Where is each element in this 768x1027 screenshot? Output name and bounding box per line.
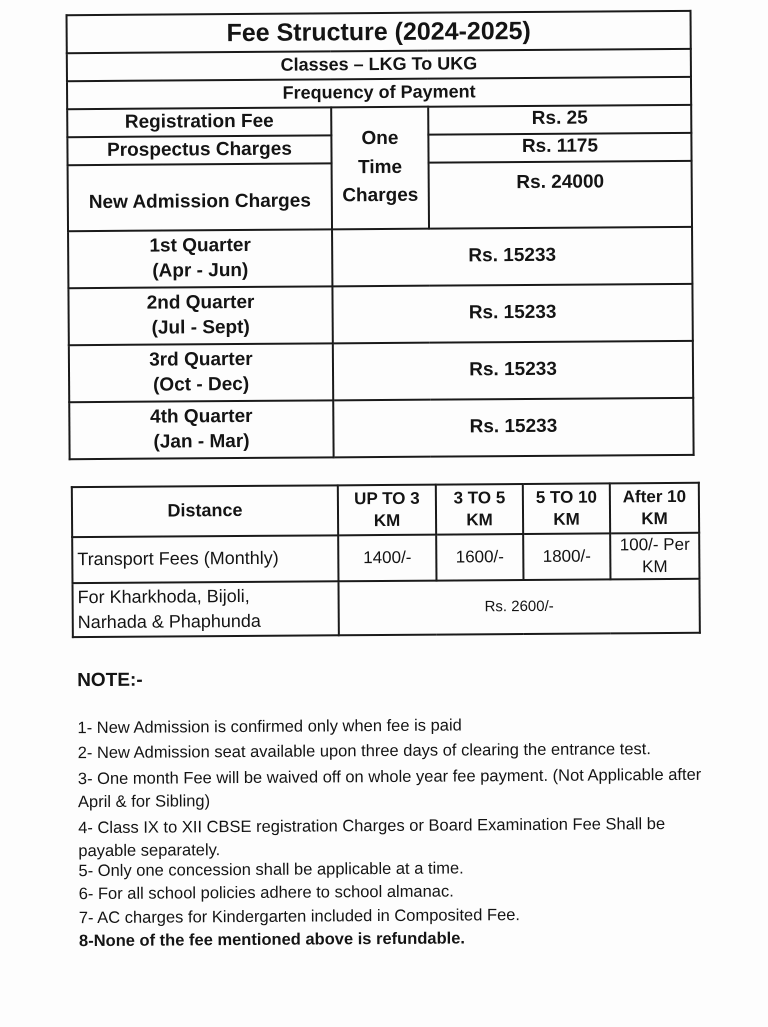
note-3: 3- One month Fee will be waived off on whole year fee payment. (Not Applicable after April & for Sibling) <box>77 765 702 812</box>
note-8: 8-None of the fee mentioned above is refundable. <box>78 929 466 951</box>
quarter-2-label <box>68 286 332 345</box>
notes-section <box>77 664 719 954</box>
quarter-4-period: (Jan - Mar) <box>153 430 250 453</box>
col-1-line-1: UP TO 3 <box>354 488 420 509</box>
villages-label <box>72 582 338 638</box>
fee-structure-title: Fee Structure (2024-2025) <box>67 11 691 53</box>
up-to-3-km-header <box>338 485 436 536</box>
3-to-5-km-header <box>436 484 523 535</box>
registration-fee-label: Registration Fee <box>67 107 331 137</box>
fee-up-to-3-km: 1400/- <box>338 535 436 582</box>
prospectus-charges-value: Rs. 1175 <box>428 133 691 163</box>
fee-5-to-10-km: 1800/- <box>523 533 610 580</box>
fee-after-10-line-2: KM <box>642 557 668 577</box>
col-4-line-2: KM <box>641 509 668 529</box>
fee-3-to-5-km: 1600/- <box>436 534 523 581</box>
quarter-2-period: (Jul - Sept) <box>151 316 250 339</box>
quarter-2-name: 2nd Quarter <box>146 291 255 314</box>
fee-after-10-km <box>610 533 699 580</box>
5-to-10-km-header <box>523 483 610 534</box>
new-admission-label: New Admission Charges <box>68 163 332 231</box>
transport-monthly-label: Transport Fees (Monthly) <box>72 535 338 583</box>
note-6: 6- For all school policies adhere to school almanac. <box>78 882 454 904</box>
col-2-line-1: 3 TO 5 <box>453 488 506 508</box>
quarter-3-value: Rs. 15233 <box>333 341 693 401</box>
one-time-line-1: One <box>361 128 399 150</box>
fee-structure-table <box>66 10 695 460</box>
frequency-label: Frequency of Payment <box>67 77 691 109</box>
quarter-3-label <box>69 343 333 402</box>
note-2: 2- New Admission seat available upon three days of clearing the entrance test. <box>77 740 651 763</box>
note-5: 5- Only one concession shall be applicable at a time. <box>78 859 464 880</box>
col-4-line-1: After 10 <box>622 486 687 507</box>
quarter-4-label <box>69 400 333 459</box>
col-3-line-1: 5 TO 10 <box>535 487 598 507</box>
distance-header: Distance <box>72 485 338 537</box>
col-2-line-2: KM <box>466 510 493 530</box>
quarter-4-value: Rs. 15233 <box>333 398 693 458</box>
quarter-4-name: 4th Quarter <box>150 405 253 428</box>
fee-after-10-line-1: 100/- Per <box>619 534 690 555</box>
villages-fee-value: Rs. 2600/- <box>338 579 699 636</box>
quarter-2-value: Rs. 15233 <box>332 284 692 344</box>
prospectus-charges-label: Prospectus Charges <box>67 135 331 165</box>
villages-line-2: Narhada & Phaphunda <box>77 611 261 633</box>
classes-label: Classes – LKG To UKG <box>67 49 691 81</box>
quarter-3-period: (Oct - Dec) <box>152 373 250 396</box>
col-1-line-2: KM <box>373 510 401 531</box>
registration-fee-value: Rs. 25 <box>428 105 691 135</box>
note-4: 4- Class IX to XII CBSE registration Charges or Board Examination Fee Shall be payable separately. <box>78 814 666 860</box>
notes-heading: NOTE:- <box>77 669 143 692</box>
note-1: 1- New Admission is confirmed only when fee is paid <box>77 716 462 738</box>
col-3-line-2: KM <box>553 509 580 529</box>
new-admission-value: Rs. 24000 <box>429 161 692 229</box>
quarter-1-name: 1st Quarter <box>149 234 251 257</box>
after-10-km-header <box>610 483 699 534</box>
quarter-1-period: (Apr - Jun) <box>152 259 249 282</box>
note-7: 7- AC charges for Kindergarten included in Composited Fee. <box>78 905 521 927</box>
one-time-line-2: Time <box>358 156 403 178</box>
quarter-3-name: 3rd Quarter <box>149 348 253 371</box>
villages-line-1: For Kharkhoda, Bijoli, <box>77 585 250 608</box>
quarter-1-label <box>68 229 332 288</box>
transport-fee-table <box>71 482 701 639</box>
one-time-charges-label <box>331 107 429 230</box>
one-time-line-3: Charges <box>342 185 419 207</box>
quarter-1-value: Rs. 15233 <box>332 227 692 287</box>
